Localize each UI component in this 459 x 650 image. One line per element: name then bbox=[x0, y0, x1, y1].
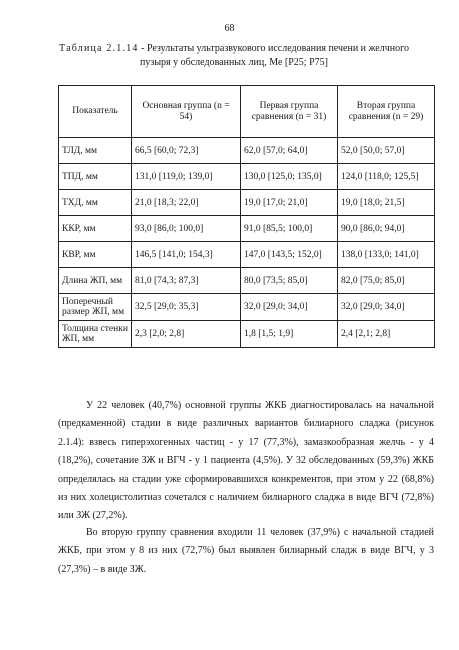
cell-first-comparison: 147,0 [143,5; 152,0] bbox=[241, 242, 338, 268]
cell-second-comparison: 52,0 [50,0; 57,0] bbox=[338, 138, 435, 164]
row-indicator: ККР, мм bbox=[59, 216, 132, 242]
cell-second-comparison: 82,0 [75,0; 85,0] bbox=[338, 268, 435, 294]
row-indicator: Толщина стенки ЖП, мм bbox=[59, 321, 132, 348]
table-row bbox=[59, 190, 435, 216]
cell-first-comparison: 130,0 [125,0; 135,0] bbox=[241, 164, 338, 190]
cell-main-group: 146,5 [141,0; 154,3] bbox=[132, 242, 241, 268]
cell-main-group: 131,0 [119,0; 139,0] bbox=[132, 164, 241, 190]
row-indicator: ТХД, мм bbox=[59, 190, 132, 216]
cell-main-group: 21,0 [18,3; 22,0] bbox=[132, 190, 241, 216]
cell-second-comparison: 124,0 [118,0; 125,5] bbox=[338, 164, 435, 190]
paragraph-text: У 22 человек (40,7%) основной группы ЖКБ диагностировалась на начальной (предкаменной) стадии в виде различных вариантов билиарного сладжа (рисунок 2.1.4): взвесь гиперэхогенных частиц - у 17 (77,3%), замазкообразная желчь - у 4 (18,2%), сочетание ЗЖ и ВГЧ - у 1 пациента (4,5%). У 32 обследованных (59,3%) ЖКБ определялась на стадии уже сформировавшихся конкрементов, при этом у 22 (68,8%) из них холецистолитиаз сочетался с наличием билиарного сладжа в виде ВГЧ (72,8%) или ЗЖ (27,2%). bbox=[58, 400, 434, 522]
header-second-comparison-group: Вторая группа сравнения (n = 29) bbox=[338, 86, 435, 138]
cell-main-group: 2,3 [2,0; 2,8] bbox=[132, 321, 241, 348]
table-caption-text: - Результаты ультразвукового исследования печени и желчного пузыря у обследованных лиц, Ме [P25; P75] bbox=[138, 43, 409, 68]
header-first-comparison-group: Первая группа сравнения (n = 31) bbox=[241, 86, 338, 138]
row-indicator: ТПД, мм bbox=[59, 164, 132, 190]
cell-second-comparison: 19,0 [18,0; 21,5] bbox=[338, 190, 435, 216]
table-row bbox=[59, 242, 435, 268]
page-number: 68 bbox=[224, 23, 235, 34]
table-header-row bbox=[59, 86, 435, 138]
table-row bbox=[59, 164, 435, 190]
row-indicator: Поперечный размер ЖП, мм bbox=[59, 294, 132, 321]
body-paragraph bbox=[58, 397, 434, 526]
paragraph-text: Во вторую группу сравнения входили 11 человек (37,9%) с начальной стадией ЖКБ, при этом у 8 из них (72,7%) был выявлен билиарный сладж в виде ВГЧ, у 3 (27,3%) – в виде ЗЖ. bbox=[58, 527, 434, 575]
table-row bbox=[59, 268, 435, 294]
cell-second-comparison: 32,0 [29,0; 34,0] bbox=[338, 294, 435, 321]
header-main-group: Основная группа (n = 54) bbox=[132, 86, 241, 138]
cell-second-comparison: 90,0 [86,0; 94,0] bbox=[338, 216, 435, 242]
cell-main-group: 32,5 [29,0; 35,3] bbox=[132, 294, 241, 321]
ultrasound-results-table bbox=[58, 85, 435, 348]
cell-first-comparison: 62,0 [57,0; 64,0] bbox=[241, 138, 338, 164]
table-row bbox=[59, 216, 435, 242]
body-paragraph bbox=[58, 524, 434, 579]
table-row bbox=[59, 321, 435, 348]
table-row bbox=[59, 138, 435, 164]
cell-main-group: 81,0 [74,3; 87,3] bbox=[132, 268, 241, 294]
row-indicator: КВР, мм bbox=[59, 242, 132, 268]
cell-first-comparison: 19,0 [17,0; 21,0] bbox=[241, 190, 338, 216]
cell-first-comparison: 91,0 [85,5; 100,0] bbox=[241, 216, 338, 242]
cell-second-comparison: 138,0 [133,0; 141,0] bbox=[338, 242, 435, 268]
cell-first-comparison: 80,0 [73,5; 85,0] bbox=[241, 268, 338, 294]
cell-main-group: 66,5 [60,0; 72,3] bbox=[132, 138, 241, 164]
cell-main-group: 93,0 [86,0; 100,0] bbox=[132, 216, 241, 242]
table-row bbox=[59, 294, 435, 321]
cell-first-comparison: 1,8 [1,5; 1,9] bbox=[241, 321, 338, 348]
table-caption bbox=[50, 42, 418, 70]
row-indicator: ТЛД, мм bbox=[59, 138, 132, 164]
row-indicator: Длина ЖП, мм bbox=[59, 268, 132, 294]
header-indicator: Показатель bbox=[59, 86, 132, 138]
cell-first-comparison: 32,0 [29,0; 34,0] bbox=[241, 294, 338, 321]
cell-second-comparison: 2,4 [2,1; 2,8] bbox=[338, 321, 435, 348]
table-caption-label: Таблица 2.1.14 bbox=[59, 43, 139, 54]
